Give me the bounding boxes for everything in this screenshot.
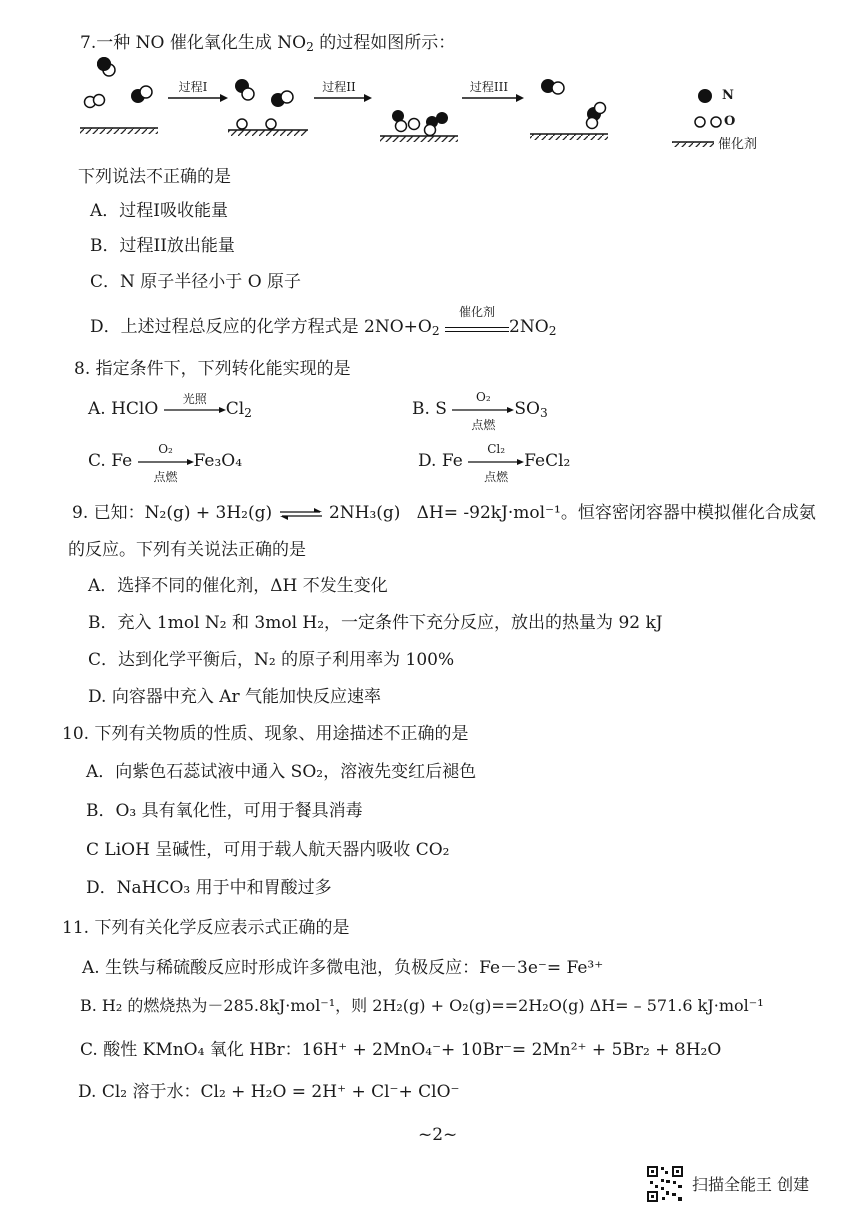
process1-label: 过程I xyxy=(178,80,208,94)
q7-option-c: C．N 原子半径小于 O 原子 xyxy=(90,272,302,292)
q9-stem-line2: 的反应。下列有关说法正确的是 xyxy=(68,540,306,560)
page-number: ~2~ xyxy=(418,1125,458,1145)
equilibrium-arrow xyxy=(278,508,324,520)
qr-code-icon xyxy=(646,1165,684,1207)
q10-stem: 10. 下列有关物质的性质、现象、用途描述不正确的是 xyxy=(62,724,469,744)
q9-option-b: B．充入 1mol N₂ 和 3mol H₂，一定条件下充分反应，放出的热量为 92 kJ xyxy=(88,613,663,633)
legend xyxy=(672,89,721,147)
stage4 xyxy=(530,79,608,140)
legend-n: N xyxy=(722,88,734,103)
stage2 xyxy=(228,79,308,136)
watermark-text: 扫描全能王 创建 xyxy=(692,1175,810,1194)
q10-option-c: C LiOH 呈碱性，可用于载人航天器内吸收 CO₂ xyxy=(86,840,450,860)
legend-o: O xyxy=(724,114,736,129)
q8-option-b: B. S O₂ 点燃 $SO_3$ xyxy=(412,389,548,432)
stage3 xyxy=(380,110,458,142)
q10-option-a: A．向紫色石蕊试液中通入 SO₂，溶液先变红后褪色 xyxy=(86,762,477,782)
q8-option-a: A. HClO 光照 $Cl_2$ xyxy=(88,391,252,421)
process3-label: 过程III xyxy=(469,80,509,94)
stage1 xyxy=(80,57,158,134)
q9-option-d: D. 向容器中充入 Ar 气能加快反应速率 xyxy=(88,687,382,707)
q9-option-c: C．达到化学平衡后，N₂ 的原子利用率为 100% xyxy=(88,650,455,670)
q7-prompt: 下列说法不正确的是 xyxy=(78,167,231,187)
q7-stem: 7.一种 NO 催化氧化生成 $NO_2$ 的过程如图所示： xyxy=(80,33,456,55)
q11-stem: 11. 下列有关化学反应表示式正确的是 xyxy=(62,918,350,938)
q8-stem: 8. 指定条件下，下列转化能实现的是 xyxy=(74,359,351,379)
q9-option-a: A．选择不同的催化剂，ΔH 不发生变化 xyxy=(88,576,388,596)
q11-option-a: A. 生铁与稀硫酸反应时形成许多微电池，负极反应：Fe－3e⁻= Fe³⁺ xyxy=(82,958,604,978)
q8-option-c: C. Fe O₂ 点燃 Fe₃O₄ xyxy=(88,441,243,484)
q7-option-d: D．上述过程总反应的化学方程式是 $2NO+O_2$ 催化剂 $2NO_2$ xyxy=(90,305,557,339)
q9-stem-line1: 9. 已知：N₂(g) + 3H₂(g) 2NH₃(g) ΔH= -92kJ·mol⁻¹。恒容密闭容器中模拟催化合成氨 xyxy=(72,503,816,523)
q8-option-d: D. Fe Cl₂ 点燃 FeCl₂ xyxy=(418,441,571,484)
q11-option-d: D. Cl₂ 溶于水：Cl₂ + H₂O = 2H⁺ + Cl⁻+ ClO⁻ xyxy=(78,1082,460,1102)
q11-option-c: C. 酸性 KMnO₄ 氧化 HBr：16H⁺ + 2MnO₄⁻+ 10Br⁻= 2Mn²⁺ + 5Br₂ + 8H₂O xyxy=(80,1040,722,1060)
legend-catalyst: 催化剂 xyxy=(718,137,758,152)
q7-option-a: A．过程I吸收能量 xyxy=(90,201,228,221)
process2-label: 过程II xyxy=(322,80,356,94)
q7-option-b: B．过程II放出能量 xyxy=(90,236,235,256)
q7-process-diagram xyxy=(70,52,790,157)
q11-option-b: B. H₂ 的燃烧热为－285.8kJ·mol⁻¹，则 2H₂(g) + O₂(g)==2H₂O(g) ΔH= – 571.6 kJ·mol⁻¹ xyxy=(80,996,764,1015)
q10-option-d: D．NaHCO₃ 用于中和胃酸过多 xyxy=(86,878,332,898)
q10-option-b: B．O₃ 具有氧化性，可用于餐具消毒 xyxy=(86,801,363,821)
